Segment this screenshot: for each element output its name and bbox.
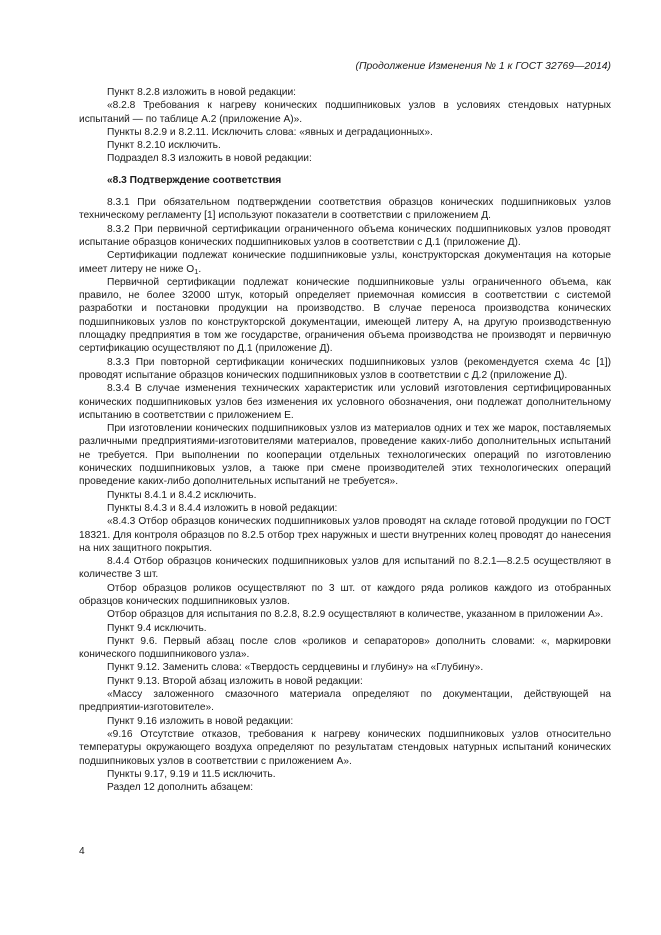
paragraph: Отбор образцов для испытания по 8.2.8, 8.2.9 осуществляют в количестве, указанном в приложении А». <box>107 609 604 621</box>
paragraph: 8.4.4 Отбор образцов конических подшипниковых узлов для испытаний по 8.2.1—8.2.5 осуществляют в количестве 3 шт. <box>79 556 611 581</box>
paragraph: «8.4.3 Отбор образцов конических подшипниковых узлов проводят на складе готовой продукции по ГОСТ 18321. Для контроля образцов по 8.2.5 отбор трех наружных и шести внутренних колец проводят до нанесения на них защитного покрытия. <box>79 516 611 554</box>
paragraph: Пункт 9.16 изложить в новой редакции: <box>107 715 294 727</box>
paragraph: Пункты 8.2.9 и 8.2.11. Исключить слова: «явных и деградационных». <box>107 126 433 138</box>
paragraph: «8.2.8 Требования к нагреву конических подшипниковых узлов в условиях стендовых натурных испытаний — по таблице А.2 (приложение А)». <box>79 100 611 125</box>
paragraph: Пункт 9.12. Заменить слова: «Твердость сердцевины и глубину» на «Глубину». <box>107 662 484 674</box>
paragraph: 8.3.3 При повторной сертификации конических подшипниковых узлов (рекомендуется схема 4с [1]) проводят испытание образцов конических подшипниковых узлов в соответствии с Д.2 (приложение Д). <box>79 356 611 381</box>
paragraph: При изготовлении конических подшипниковых узлов из материалов одних и тех же марок, поставляемых различными предприятиями-изготовителями материалов, проведение каких-либо дополнительных испытаний не требуется. При выполнении по кооперации отдельных технологических операций по изготовлению конических подшипниковых узлов, а также при смене производителей этих технологических операций проведение каких-либо дополнительных испытаний не требуется». <box>79 423 611 488</box>
page-header: (Продолжение Изменения № 1 к ГОСТ 32769—2014) <box>355 61 611 72</box>
paragraph: Пункт 8.2.8 изложить в новой редакции: <box>107 87 297 98</box>
paragraph: Пункты 8.4.3 и 8.4.4 изложить в новой редакции: <box>107 502 338 514</box>
paragraph: «Массу заложенного смазочного материала определяют по документации, действующей на предприятии-изготовителе». <box>79 689 611 714</box>
paragraph-text-end: . <box>198 263 202 275</box>
paragraph: Раздел 12 дополнить абзацем: <box>107 782 254 794</box>
paragraph: 8.3.2 При первичной сертификации ограниченного объема конических подшипниковых узлов проводят испытание образцов конических подшипниковых узлов в соответствии с Д.1 (приложение Д). <box>79 223 611 248</box>
paragraph: 8.3.1 При обязательном подтверждении соответствия образцов конических подшипниковых узлов техническому регламенту [1] используют показатели в соответствии с приложением Д. <box>79 197 611 222</box>
page-number: 4 <box>79 846 85 857</box>
paragraph: Отбор образцов роликов осуществляют по 3 шт. от каждого ряда роликов каждого из отобранных образцов конических подшипниковых узлов. <box>79 582 611 607</box>
section-heading: «8.3 Подтверждение соответствия <box>107 174 282 186</box>
paragraph: Первичной сертификации подлежат конические подшипниковые узлы ограниченного объема, как правило, не более 32000 штук, который определяет приемочная комиссия в соответствии с системой разработки и постановки продукции на производство. В случае переноса производства конических подшипниковых узлов по конструкторской документации, имеющей литеру А, на другую производственную площадку предприятия в том же государстве, ограничения объема производства не производят и первичную сертификацию осуществляют по Д.1 (приложение Д). <box>79 276 611 355</box>
paragraph-text: Сертификации подлежат конические подшипниковые узлы, конструкторская документация на которые имеет литеру не ниже О <box>79 250 611 275</box>
paragraph: Пункты 8.4.1 и 8.4.2 исключить. <box>107 489 257 501</box>
document-body <box>79 86 611 794</box>
paragraph: Пункт 9.13. Второй абзац изложить в новой редакции: <box>107 675 363 687</box>
paragraph: 8.3.4 В случае изменения технических характеристик или условий изготовления сертифицированных конических подшипниковых узлов без изменения их условного обозначения, они подлежат дополнительному испытанию в соответствии с приложением Е. <box>79 383 611 421</box>
paragraph <box>79 249 611 276</box>
paragraph: Пункт 9.4 исключить. <box>107 622 207 634</box>
paragraph: Пункт 9.6. Первый абзац после слов «роликов и сепараторов» дополнить словами: «, маркировки конического подшипникового узла». <box>79 635 611 661</box>
paragraph: Пункт 8.2.10 исключить. <box>107 140 221 152</box>
paragraph: Подраздел 8.3 изложить в новой редакции: <box>107 153 312 165</box>
paragraph: «9.16 Отсутствие отказов, требования к нагреву конических подшипниковых узлов относительно температуры окружающего воздуха определяют по результатам стендовых натурных испытаний конических подшипниковых узлов в соответствии с приложением А». <box>79 728 611 767</box>
subscript: 1 <box>194 266 199 276</box>
paragraph: Пункты 9.17, 9.19 и 11.5 исключить. <box>107 768 276 780</box>
